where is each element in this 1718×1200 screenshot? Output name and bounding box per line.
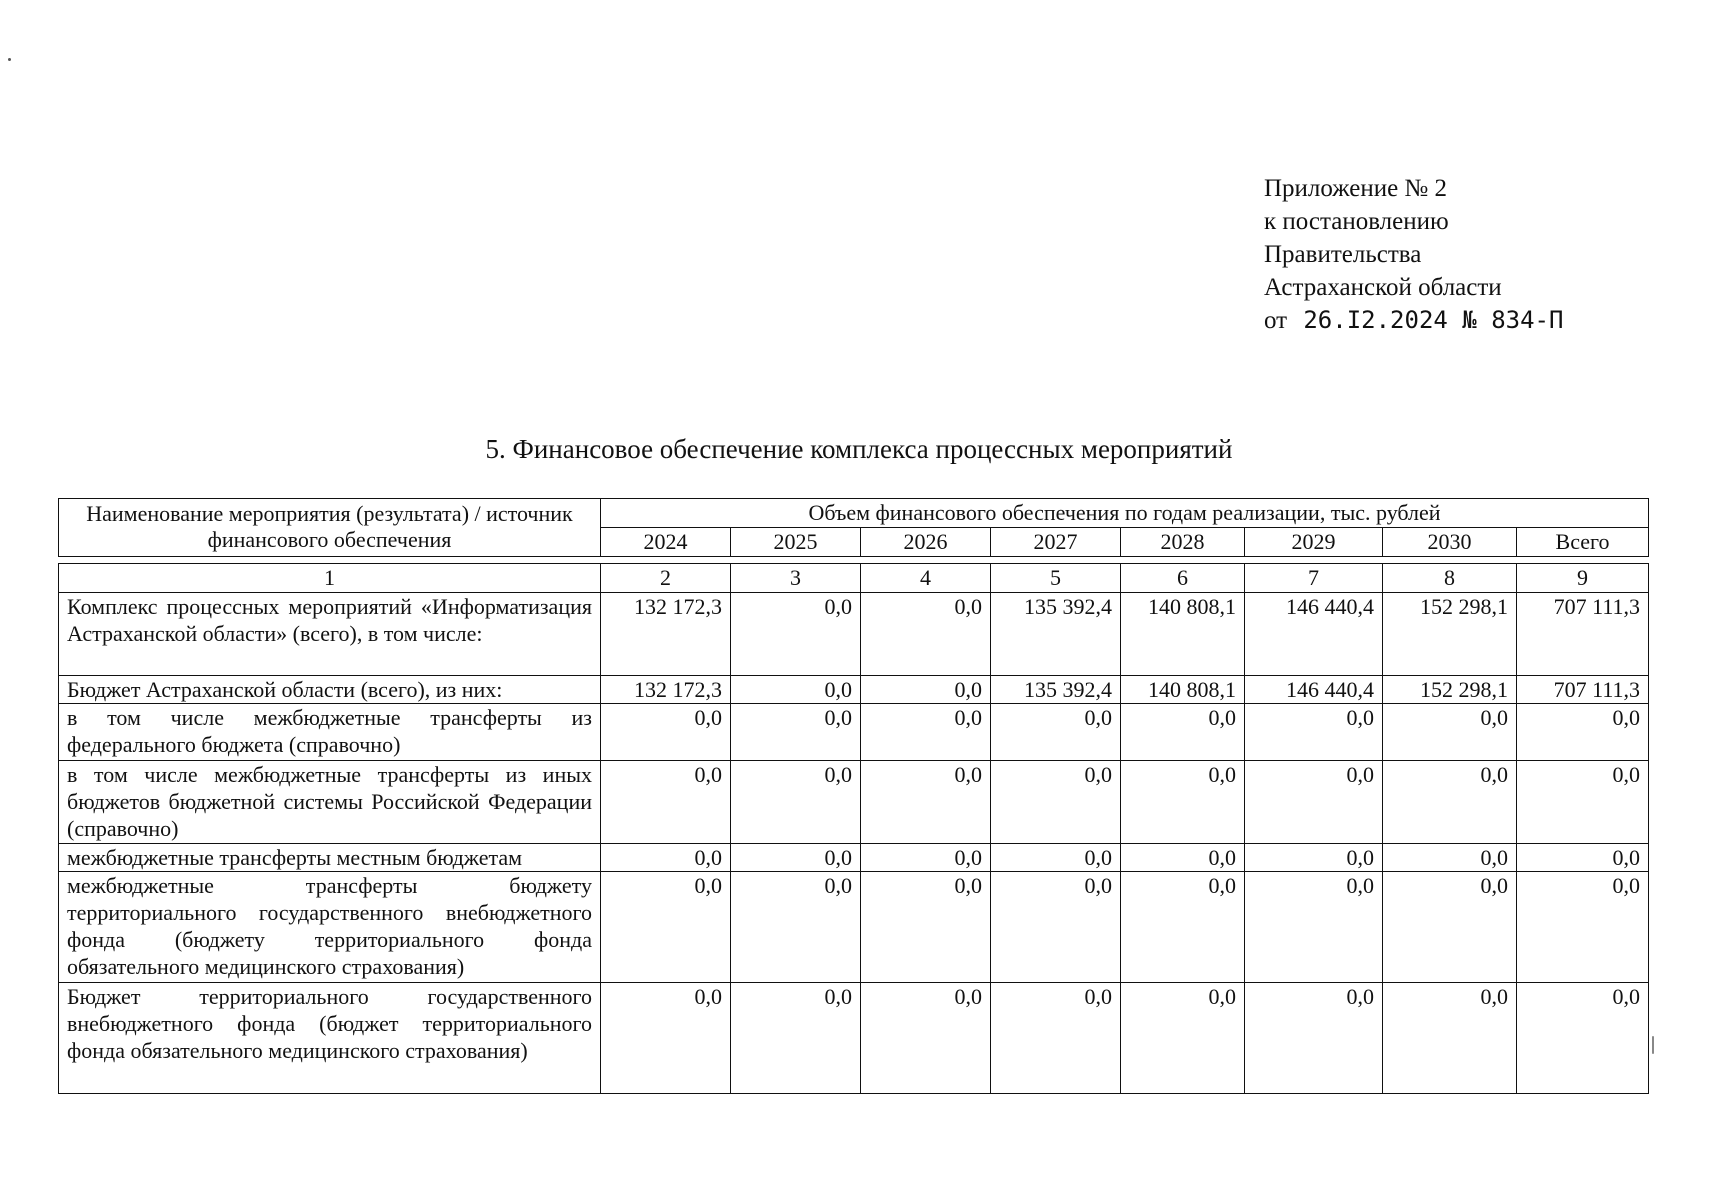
row-value-2027: 0,0: [991, 761, 1121, 844]
year-header-3: 2026: [861, 528, 991, 557]
row-value-Всего: 0,0: [1517, 761, 1649, 844]
row-value-2028: 0,0: [1121, 844, 1245, 872]
annex-line-2: к постановлению: [1264, 208, 1449, 235]
table-row: [59, 593, 1649, 676]
row-value-2025: 0,0: [731, 844, 861, 872]
row-value-2026: 0,0: [861, 983, 991, 1094]
column-number-1: 1: [59, 564, 601, 593]
table-row: [59, 872, 1649, 983]
name-column-header: Наименование мероприятия (результата) / источник финансового обеспечения: [59, 499, 601, 557]
row-label: в том числе межбюджетные трансферты из иных бюджетов бюджетной системы Российской Федерации (справочно): [59, 761, 601, 844]
row-value-2029: 0,0: [1245, 761, 1383, 844]
row-value-2028: 140 808,1: [1121, 593, 1245, 676]
row-value-2030: 152 298,1: [1383, 593, 1517, 676]
header-gap: [59, 557, 1649, 564]
row-value-2027: 0,0: [991, 844, 1121, 872]
row-value-2029: 0,0: [1245, 872, 1383, 983]
row-value-2029: 0,0: [1245, 704, 1383, 761]
row-value-2030: 0,0: [1383, 761, 1517, 844]
row-value-2030: 0,0: [1383, 872, 1517, 983]
column-number-row: [59, 564, 1649, 593]
row-value-2026: 0,0: [861, 676, 991, 704]
column-number-9: 9: [1517, 564, 1649, 593]
row-label: в том числе межбюджетные трансферты из федерального бюджета (справочно): [59, 704, 601, 761]
annex-header: [1264, 172, 1563, 337]
row-value-2024: 0,0: [601, 983, 731, 1094]
row-value-2025: 0,0: [731, 704, 861, 761]
financing-table: [58, 498, 1649, 1094]
row-label: межбюджетные трансферты бюджету территориального государственного внебюджетного фонда (бюджету территориального фонда обязательного медицинского страхования): [59, 872, 601, 983]
row-value-2029: 0,0: [1245, 844, 1383, 872]
row-value-2027: 135 392,4: [991, 676, 1121, 704]
row-value-Всего: 707 111,3: [1517, 676, 1649, 704]
row-value-2024: 132 172,3: [601, 593, 731, 676]
row-value-2024: 0,0: [601, 872, 731, 983]
row-value-2026: 0,0: [861, 761, 991, 844]
table-row: [59, 761, 1649, 844]
column-number-2: 2: [601, 564, 731, 593]
row-value-2026: 0,0: [861, 593, 991, 676]
row-value-2029: 0,0: [1245, 983, 1383, 1094]
row-value-2027: 0,0: [991, 704, 1121, 761]
row-label: межбюджетные трансферты местным бюджетам: [59, 844, 601, 872]
year-header-7: 2030: [1383, 528, 1517, 557]
annex-line-4: Астраханской области: [1264, 274, 1502, 301]
row-value-2026: 0,0: [861, 704, 991, 761]
row-value-2025: 0,0: [731, 593, 861, 676]
annex-line-1: Приложение № 2: [1264, 175, 1448, 202]
annex-line-3: Правительства: [1264, 241, 1422, 268]
row-value-2024: 132 172,3: [601, 676, 731, 704]
row-value-2028: 140 808,1: [1121, 676, 1245, 704]
column-number-8: 8: [1383, 564, 1517, 593]
row-value-2029: 146 440,4: [1245, 676, 1383, 704]
column-number-6: 6: [1121, 564, 1245, 593]
row-value-Всего: 0,0: [1517, 844, 1649, 872]
row-value-Всего: 0,0: [1517, 872, 1649, 983]
row-value-2030: 0,0: [1383, 704, 1517, 761]
row-value-2030: 0,0: [1383, 983, 1517, 1094]
row-label: Бюджет территориального государственного внебюджетного фонда (бюджет территориального фонда обязательного медицинского страхования): [59, 983, 601, 1094]
table-row: [59, 844, 1649, 872]
column-number-4: 4: [861, 564, 991, 593]
column-number-3: 3: [731, 564, 861, 593]
row-value-2029: 146 440,4: [1245, 593, 1383, 676]
column-number-5: 5: [991, 564, 1121, 593]
row-value-2027: 135 392,4: [991, 593, 1121, 676]
row-value-2025: 0,0: [731, 872, 861, 983]
scan-speck: [1652, 1036, 1654, 1054]
row-value-2030: 0,0: [1383, 844, 1517, 872]
year-header-8: Всего: [1517, 528, 1649, 557]
row-value-2028: 0,0: [1121, 983, 1245, 1094]
row-value-2025: 0,0: [731, 983, 861, 1094]
row-value-2028: 0,0: [1121, 761, 1245, 844]
annex-date-line: [1264, 304, 1563, 337]
row-value-2026: 0,0: [861, 844, 991, 872]
row-value-2027: 0,0: [991, 983, 1121, 1094]
annex-date-number: 26.I2.2024 № 834-П: [1303, 306, 1564, 334]
row-label: Бюджет Астраханской области (всего), из них:: [59, 676, 601, 704]
row-value-2030: 152 298,1: [1383, 676, 1517, 704]
column-number-7: 7: [1245, 564, 1383, 593]
row-value-Всего: 0,0: [1517, 983, 1649, 1094]
row-value-2024: 0,0: [601, 844, 731, 872]
table-row: [59, 704, 1649, 761]
row-value-2026: 0,0: [861, 872, 991, 983]
year-header-6: 2029: [1245, 528, 1383, 557]
section-title: 5. Финансовое обеспечение комплекса процессных мероприятий: [485, 434, 1233, 464]
financing-group-header: Объем финансового обеспечения по годам реализации, тыс. рублей: [601, 499, 1649, 528]
year-header-1: 2024: [601, 528, 731, 557]
scan-speck: [8, 58, 11, 61]
year-header-4: 2027: [991, 528, 1121, 557]
year-header-5: 2028: [1121, 528, 1245, 557]
row-value-2025: 0,0: [731, 761, 861, 844]
row-value-2028: 0,0: [1121, 704, 1245, 761]
row-value-2024: 0,0: [601, 761, 731, 844]
year-header-2: 2025: [731, 528, 861, 557]
table-row: [59, 676, 1649, 704]
row-value-2027: 0,0: [991, 872, 1121, 983]
row-label: Комплекс процессных мероприятий «Информатизация Астраханской области» (всего), в том числе:: [59, 593, 601, 676]
table-row: [59, 983, 1649, 1094]
row-value-Всего: 0,0: [1517, 704, 1649, 761]
row-value-Всего: 707 111,3: [1517, 593, 1649, 676]
row-value-2028: 0,0: [1121, 872, 1245, 983]
row-value-2024: 0,0: [601, 704, 731, 761]
annex-date-prefix: от: [1264, 307, 1288, 334]
row-value-2025: 0,0: [731, 676, 861, 704]
